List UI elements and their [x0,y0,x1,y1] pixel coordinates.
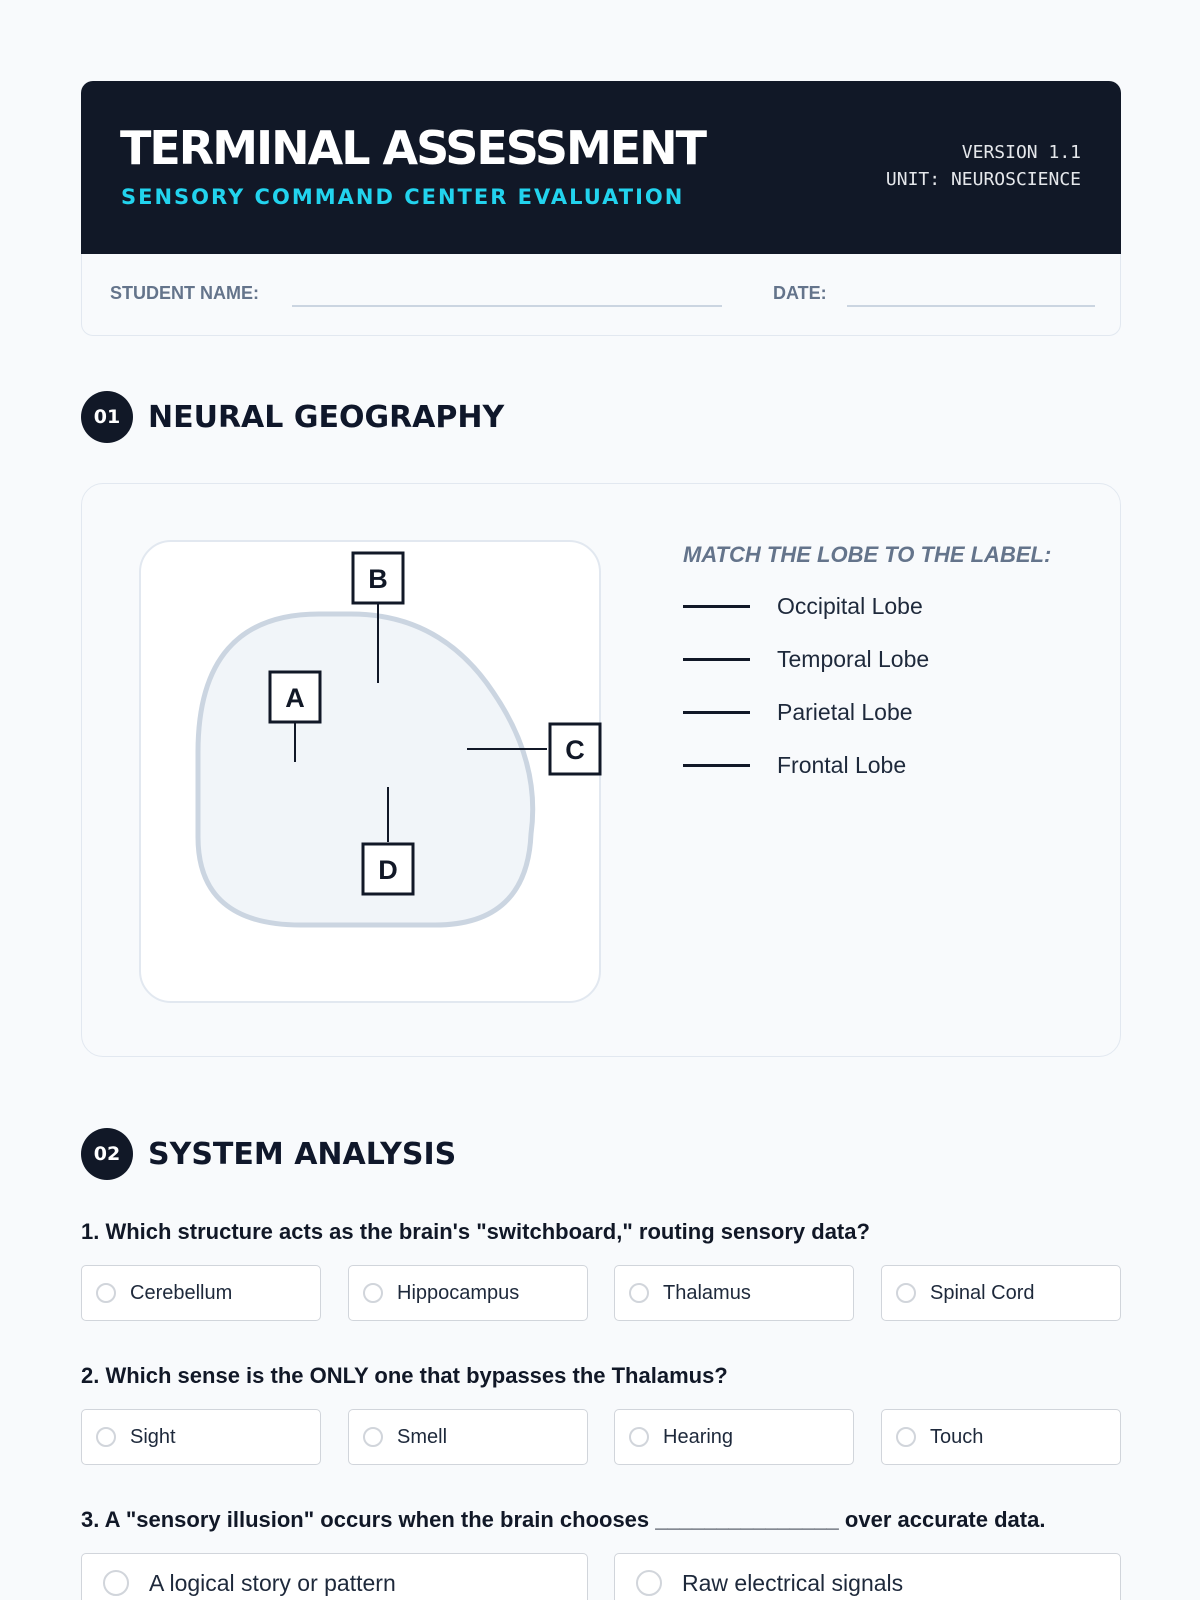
answer-option[interactable] [81,1553,588,1600]
neural-geography-panel [81,483,1121,1057]
radio-button[interactable] [636,1570,662,1596]
match-item-label: Frontal Lobe [777,751,907,778]
brain-diagram-frame [139,540,601,1003]
label-b-text: B [368,564,388,594]
answer-option[interactable] [614,1409,854,1465]
answer-option-label: Spinal Cord [930,1281,1035,1304]
student-name-field[interactable] [292,305,722,307]
radio-button[interactable] [896,1427,916,1447]
answer-option[interactable] [81,1265,321,1321]
section-heading-system-analysis [81,1128,456,1180]
match-item [683,644,929,674]
page-subtitle: SENSORY COMMAND CENTER EVALUATION [121,185,685,209]
answer-option-label: Sight [130,1425,176,1448]
label-c-text: C [565,735,585,765]
radio-button[interactable] [96,1283,116,1303]
question-3-text: 3. A "sensory illusion" occurs when the brain chooses _______________ over accurate data. [81,1507,1046,1532]
answer-option[interactable] [348,1409,588,1465]
match-item [683,750,906,780]
assessment-page [81,81,1121,1596]
date-label: DATE: [773,283,827,303]
question-2-text: 2. Which sense is the ONLY one that bypasses the Thalamus? [81,1363,728,1388]
radio-button[interactable] [103,1570,129,1596]
radio-button[interactable] [896,1283,916,1303]
answer-option-label: Touch [930,1425,984,1448]
match-item-label: Temporal Lobe [777,645,930,672]
answer-option[interactable] [614,1553,1121,1600]
section-number-badge: 01 [81,391,133,443]
answer-option-label: Hippocampus [397,1281,520,1304]
assessment-header [81,81,1121,254]
answer-option[interactable] [348,1265,588,1321]
match-instructions: MATCH THE LOBE TO THE LABEL: [683,542,1052,567]
version-info [886,139,1081,193]
date-field[interactable] [847,305,1095,307]
section-title: NEURAL GEOGRAPHY [148,399,505,435]
section-number-badge: 02 [81,1128,133,1180]
student-name-label: STUDENT NAME: [110,283,259,303]
answer-option[interactable] [881,1409,1121,1465]
answer-option-label: A logical story or pattern [149,1569,396,1596]
answer-option-label: Raw electrical signals [682,1569,904,1596]
radio-button[interactable] [96,1427,116,1447]
answer-option-label: Hearing [663,1425,734,1448]
label-box-a [270,672,320,722]
match-answer-blank[interactable] [683,658,750,661]
radio-button[interactable] [363,1283,383,1303]
match-item [683,697,913,727]
brain-diagram [141,542,603,1005]
label-d-text: D [378,855,398,885]
answer-option-label: Cerebellum [130,1281,233,1304]
match-item-label: Parietal Lobe [777,698,913,725]
answer-option-label: Thalamus [663,1281,751,1304]
match-item-label: Occipital Lobe [777,592,923,619]
radio-button[interactable] [629,1283,649,1303]
label-box-c [550,724,600,774]
answer-option[interactable] [614,1265,854,1321]
answer-option-label: Smell [397,1425,448,1448]
question-1-text: 1. Which structure acts as the brain's "switchboard," routing sensory data? [81,1219,870,1244]
radio-button[interactable] [629,1427,649,1447]
unit-label: UNIT: NEUROSCIENCE [885,169,1081,190]
section-heading-neural-geography [81,391,504,443]
page-title: TERMINAL ASSESSMENT [120,121,706,175]
label-a-text: A [285,683,305,713]
radio-button[interactable] [363,1427,383,1447]
match-item [683,591,923,621]
student-info-bar [81,254,1121,336]
section-title: SYSTEM ANALYSIS [148,1136,457,1172]
match-answer-blank[interactable] [683,605,750,608]
answer-option[interactable] [81,1409,321,1465]
match-answer-blank[interactable] [683,764,750,767]
label-box-b [353,553,403,603]
answer-option[interactable] [881,1265,1121,1321]
version-label: VERSION 1.1 [961,142,1081,163]
match-answer-blank[interactable] [683,711,750,714]
label-box-d [363,844,413,894]
